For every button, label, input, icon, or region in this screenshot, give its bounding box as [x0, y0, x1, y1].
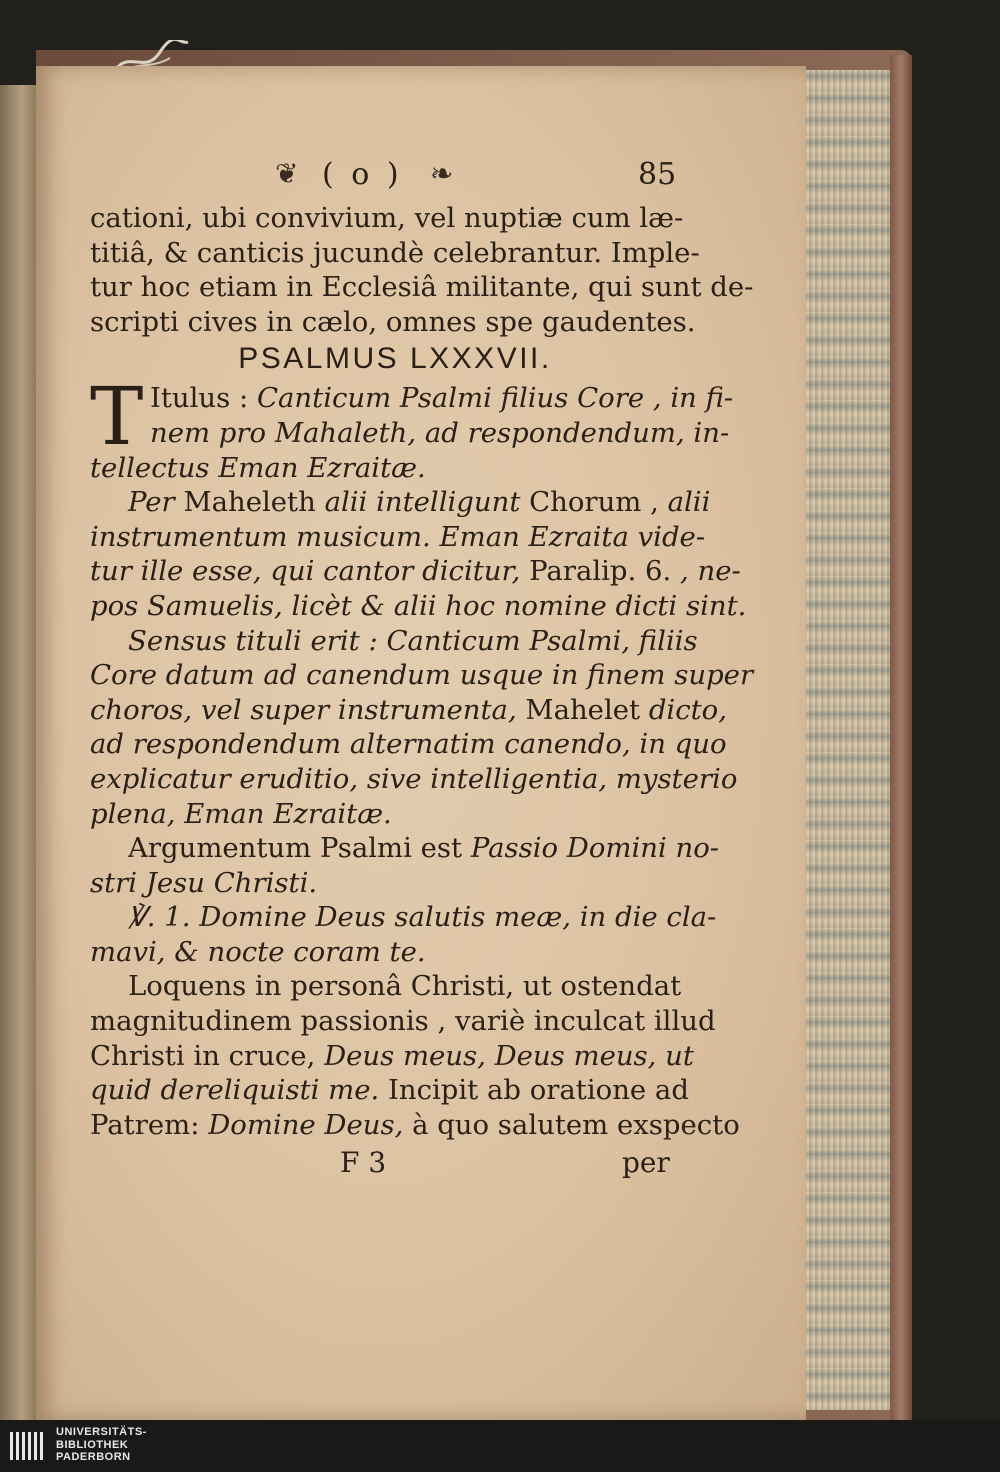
- library-name: [56, 1426, 147, 1464]
- text-span: Incipit ab oratione ad: [388, 1074, 689, 1107]
- text-line: scripti cives in cælo, omnes spe gaudentes.: [90, 305, 696, 338]
- text-line: nem pro Mahaleth, ad respondendum, in-: [150, 416, 730, 449]
- text-line: Core datum ad canendum usque in finem super: [90, 659, 754, 692]
- fleuron-right-icon: ❧: [430, 157, 454, 190]
- text-line: [90, 485, 711, 520]
- text-line: plena, Eman Ezraitæ.: [90, 797, 392, 830]
- text-line: [90, 831, 720, 866]
- text-span: Maheleth: [183, 486, 325, 519]
- text-line: [90, 1108, 740, 1143]
- page-header: [90, 155, 680, 201]
- text-span: Paralip. 6.: [529, 555, 681, 588]
- psalm-heading: PSALMUS LXXXVII.: [238, 342, 552, 376]
- text-span: Canticum Psalmi filius Core , in fi-: [257, 382, 734, 415]
- text-line: mavi, & nocte coram te.: [90, 935, 426, 968]
- text-line: stri Jesu Christi.: [90, 866, 318, 899]
- text-span: Domine Deus,: [208, 1108, 413, 1141]
- text-span: alii intelligunt: [324, 486, 530, 519]
- text-line: Loquens in personâ Christi, ut ostendat: [128, 970, 682, 1003]
- fleuron-left-icon: ❦: [275, 157, 299, 190]
- text-line: magnitudinem passionis , variè inculcat illud: [90, 1005, 716, 1038]
- page-footer: [90, 1146, 680, 1186]
- page-number: 85: [638, 157, 677, 192]
- text-line: [90, 554, 741, 589]
- text-line: cationi, ubi convivium, vel nuptiæ cum læ-: [90, 202, 684, 234]
- library-line: PADERBORN: [56, 1451, 131, 1463]
- text-span: , ne-: [680, 555, 741, 588]
- text-line: [90, 1073, 689, 1108]
- text-line: [90, 381, 734, 416]
- library-line: BIBLIOTHEK: [56, 1438, 129, 1451]
- text-span: Christi in cruce,: [90, 1039, 325, 1072]
- text-line: tur hoc etiam in Ecclesiâ militante, qui sunt de-: [90, 271, 754, 304]
- text-line: [90, 1039, 694, 1074]
- book-back-cover: [890, 55, 912, 1420]
- text-span: tur ille esse, qui cantor dicitur,: [90, 555, 530, 588]
- text-span: Itulus :: [150, 382, 257, 415]
- text-line: instrumentum musicum. Eman Ezraita vide-: [90, 520, 706, 553]
- text-span: Argumentum Psalmi est: [128, 832, 471, 865]
- text-span: Patrem:: [90, 1108, 209, 1141]
- text-span: Passio Domini no-: [470, 832, 720, 865]
- text-span: Chorum ,: [529, 486, 668, 519]
- text-span: à quo salutem exspecto: [412, 1108, 740, 1141]
- text-line: explicatur eruditio, sive intelligentia, mysterio: [90, 762, 738, 795]
- text-span: dicto,: [648, 693, 727, 726]
- text-span: Per: [128, 486, 184, 519]
- text-line: pos Samuelis, licèt & alii hoc nomine dicti sint.: [90, 589, 747, 622]
- text-span: quid dereliquisti me.: [90, 1074, 388, 1107]
- library-line: UNIVERSITÄTS-: [56, 1426, 147, 1438]
- drop-cap: T: [90, 370, 144, 464]
- text-line: ad respondendum alternatim canendo, in quo: [90, 728, 727, 761]
- text-line: ℣. 1. Domine Deus salutis meæ, in die cla-: [128, 901, 717, 934]
- library-footer-bar: [0, 1420, 1000, 1472]
- text-span: choros, vel super instrumenta,: [90, 693, 526, 726]
- page-text-block: [90, 155, 754, 1186]
- text-line: tellectus Eman Ezraitæ.: [90, 451, 426, 484]
- facing-page-edge: [0, 85, 36, 1420]
- library-logo-icon: [8, 1428, 50, 1464]
- fore-edge-tint: [800, 70, 895, 1410]
- signature-mark: F 3: [340, 1146, 387, 1180]
- text-span: alii: [667, 486, 711, 519]
- title-paragraph: [90, 370, 734, 485]
- text-line: [90, 693, 727, 728]
- text-span: Mahelet: [525, 693, 649, 726]
- text-span: Deus meus, Deus meus, ut: [324, 1039, 694, 1072]
- text-line: Sensus tituli erit : Canticum Psalmi, filiis: [128, 624, 698, 657]
- header-mark: ( o ): [322, 157, 403, 192]
- catchword: per: [622, 1146, 670, 1180]
- text-line: titiâ, & canticis jucundè celebrantur. Imple-: [90, 236, 700, 269]
